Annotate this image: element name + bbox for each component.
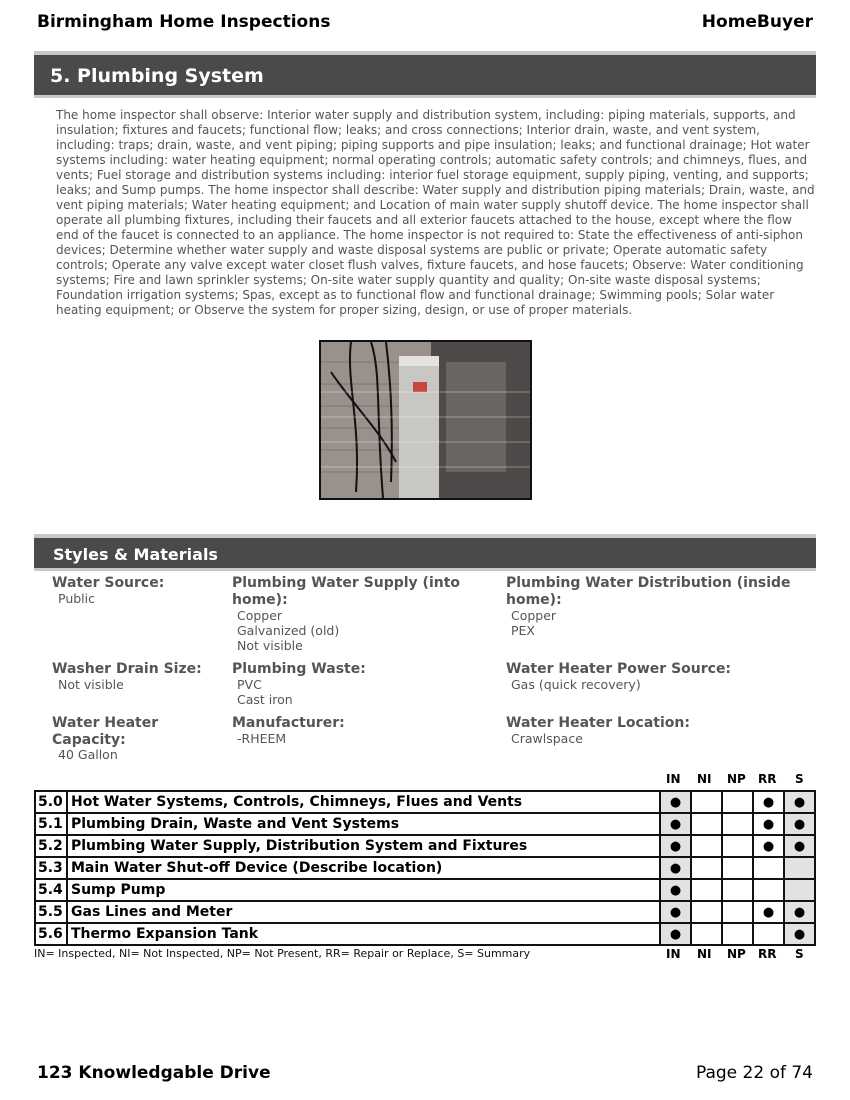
section-intro: The home inspector shall observe: Interior water supply and distribution system, including: piping materials, supports, and insulation; fixtures and faucets; functional flow; leaks; and cross connections; Interior drain, waste, and vent system, including: traps; drain, waste, and vent piping; piping supports and pipe insulation; leaks; and functional drainage; Hot water systems including: water heating equipment; normal operating controls; automatic safety controls; and chimneys, flues, and vents; Fuel storage and distribution systems including: interior fuel storage equipment, supply piping, venting, and supports; leaks; and Sump pumps. The home inspector shall describe: Water supply and distribution piping materials; Drain, waste, and vent piping materials; Water heating equipment; and Location of main water supply shutoff device. The home inspector shall operate all plumbing fixtures, including their faucets and all exterior faucets attached to the house, except where the flow end of the faucet is connected to an appliance. The home inspector is not required to: State the effectiveness of anti-siphon devices; Determine whether water supply and waste disposal systems are public or private; Operate automatic safety controls; Operate any valve except water closet flush valves, fixture faucets, and hose faucets; Observe: Water conditioning systems; Fire and lawn sprinkler systems; On-site water supply quantity and quality; On-site waste disposal systems; Foundation irrigation systems; Spas, except as to functional flow and functional drainage; Swimming pools; Solar water heating equipment; or Observe the system for proper sizing, design, or use of proper materials.: [56, 108, 815, 317]
mark-np[interactable]: [722, 791, 753, 813]
mark-rr[interactable]: ●: [753, 901, 784, 923]
mark-s[interactable]: ●: [784, 813, 815, 835]
value: Public: [58, 591, 95, 606]
col-foot-np: NP: [727, 947, 746, 961]
row-number: 5.0: [35, 791, 67, 813]
rating-row: [35, 813, 815, 835]
section-title: 5. Plumbing System: [34, 51, 816, 98]
col-foot-ni: NI: [697, 947, 712, 961]
manufacturer-label: Manufacturer:: [232, 715, 345, 731]
mark-in[interactable]: ●: [660, 813, 691, 835]
water-distribution-values: [511, 608, 556, 638]
row-number: 5.3: [35, 857, 67, 879]
mark-ni[interactable]: [691, 923, 722, 945]
col-foot-rr: RR: [758, 947, 777, 961]
value: PEX: [511, 623, 535, 638]
mark-ni[interactable]: [691, 813, 722, 835]
col-head-ni: NI: [697, 772, 712, 786]
value: Crawlspace: [511, 731, 583, 746]
mark-rr[interactable]: ●: [753, 791, 784, 813]
mark-ni[interactable]: [691, 879, 722, 901]
heater-location-label: Water Heater Location:: [506, 715, 690, 731]
water-source-label: Water Source:: [52, 575, 165, 591]
mark-s[interactable]: [784, 879, 815, 901]
value: Galvanized (old): [237, 623, 340, 638]
value: Copper: [237, 608, 283, 623]
mark-np[interactable]: [722, 813, 753, 835]
washer-drain-values: [58, 677, 124, 692]
row-number: 5.2: [35, 835, 67, 857]
heater-location-values: [511, 731, 583, 746]
col-head-in: IN: [666, 772, 681, 786]
row-label: Main Water Shut-off Device (Describe location): [67, 857, 660, 879]
washer-drain-label: Washer Drain Size:: [52, 661, 202, 677]
row-label: Hot Water Systems, Controls, Chimneys, Flues and Vents: [67, 791, 660, 813]
rating-row: [35, 901, 815, 923]
plumbing-waste-values: [237, 677, 293, 707]
mark-np[interactable]: [722, 901, 753, 923]
mark-in[interactable]: ●: [660, 901, 691, 923]
heater-power-values: [511, 677, 641, 692]
mark-rr[interactable]: ●: [753, 813, 784, 835]
rating-row: [35, 791, 815, 813]
mark-ni[interactable]: [691, 791, 722, 813]
company-name: Birmingham Home Inspections: [37, 12, 331, 32]
col-head-np: NP: [727, 772, 746, 786]
manufacturer-values: [237, 731, 286, 746]
row-number: 5.1: [35, 813, 67, 835]
water-heater-photo[interactable]: [319, 340, 532, 500]
ratings-legend: IN= Inspected, NI= Not Inspected, NP= Not Present, RR= Repair or Replace, S= Summary: [34, 947, 531, 960]
rating-row: [35, 923, 815, 945]
mark-rr[interactable]: ●: [753, 835, 784, 857]
mark-s[interactable]: ●: [784, 923, 815, 945]
heater-power-label: Water Heater Power Source:: [506, 661, 732, 677]
styles-materials-title: Styles & Materials: [34, 534, 816, 571]
value: Copper: [511, 608, 557, 623]
water-source-values: [58, 591, 95, 606]
plumbing-waste-label: Plumbing Waste:: [232, 661, 366, 677]
rating-row: [35, 879, 815, 901]
row-label: Plumbing Drain, Waste and Vent Systems: [67, 813, 660, 835]
rating-row: [35, 835, 815, 857]
value: Not visible: [58, 677, 124, 692]
report-type: HomeBuyer: [701, 12, 813, 32]
col-head-rr: RR: [758, 772, 777, 786]
footer-address: 123 Knowledgable Drive: [37, 1063, 271, 1083]
mark-ni[interactable]: [691, 857, 722, 879]
col-foot-in: IN: [666, 947, 681, 961]
mark-np[interactable]: [722, 923, 753, 945]
heater-capacity-values: [58, 747, 118, 762]
col-head-s: S: [795, 772, 804, 786]
value: Cast iron: [237, 692, 293, 707]
mark-np[interactable]: [722, 879, 753, 901]
mark-in[interactable]: ●: [660, 923, 691, 945]
water-supply-label: Plumbing Water Supply (into home):: [232, 575, 461, 608]
mark-s[interactable]: ●: [784, 901, 815, 923]
row-number: 5.6: [35, 923, 67, 945]
water-distribution-label: Plumbing Water Distribution (inside home):: [506, 575, 791, 608]
col-foot-s: S: [795, 947, 804, 961]
ratings-table: [34, 790, 816, 946]
mark-s[interactable]: ●: [784, 791, 815, 813]
rating-row: [35, 857, 815, 879]
mark-in[interactable]: ●: [660, 835, 691, 857]
value: Gas (quick recovery): [511, 677, 641, 692]
row-label: Sump Pump: [67, 879, 660, 901]
mark-rr[interactable]: [753, 879, 784, 901]
value: 40 Gallon: [58, 747, 118, 762]
mark-ni[interactable]: [691, 835, 722, 857]
mark-s[interactable]: [784, 857, 815, 879]
heater-capacity-label: Water Heater Capacity:: [52, 715, 159, 748]
mark-in[interactable]: ●: [660, 857, 691, 879]
mark-in[interactable]: ●: [660, 879, 691, 901]
row-label: Thermo Expansion Tank: [67, 923, 660, 945]
row-label: Plumbing Water Supply, Distribution System and Fixtures: [67, 835, 660, 857]
value: -RHEEM: [237, 731, 287, 746]
mark-ni[interactable]: [691, 901, 722, 923]
row-number: 5.5: [35, 901, 67, 923]
value: PVC: [237, 677, 262, 692]
row-label: Gas Lines and Meter: [67, 901, 660, 923]
mark-np[interactable]: [722, 857, 753, 879]
value: Not visible: [237, 638, 303, 653]
mark-rr[interactable]: [753, 923, 784, 945]
water-supply-values: [237, 608, 339, 653]
page-number: Page 22 of 74: [695, 1063, 813, 1083]
mark-rr[interactable]: [753, 857, 784, 879]
mark-s[interactable]: ●: [784, 835, 815, 857]
mark-in[interactable]: ●: [660, 791, 691, 813]
row-number: 5.4: [35, 879, 67, 901]
mark-np[interactable]: [722, 835, 753, 857]
